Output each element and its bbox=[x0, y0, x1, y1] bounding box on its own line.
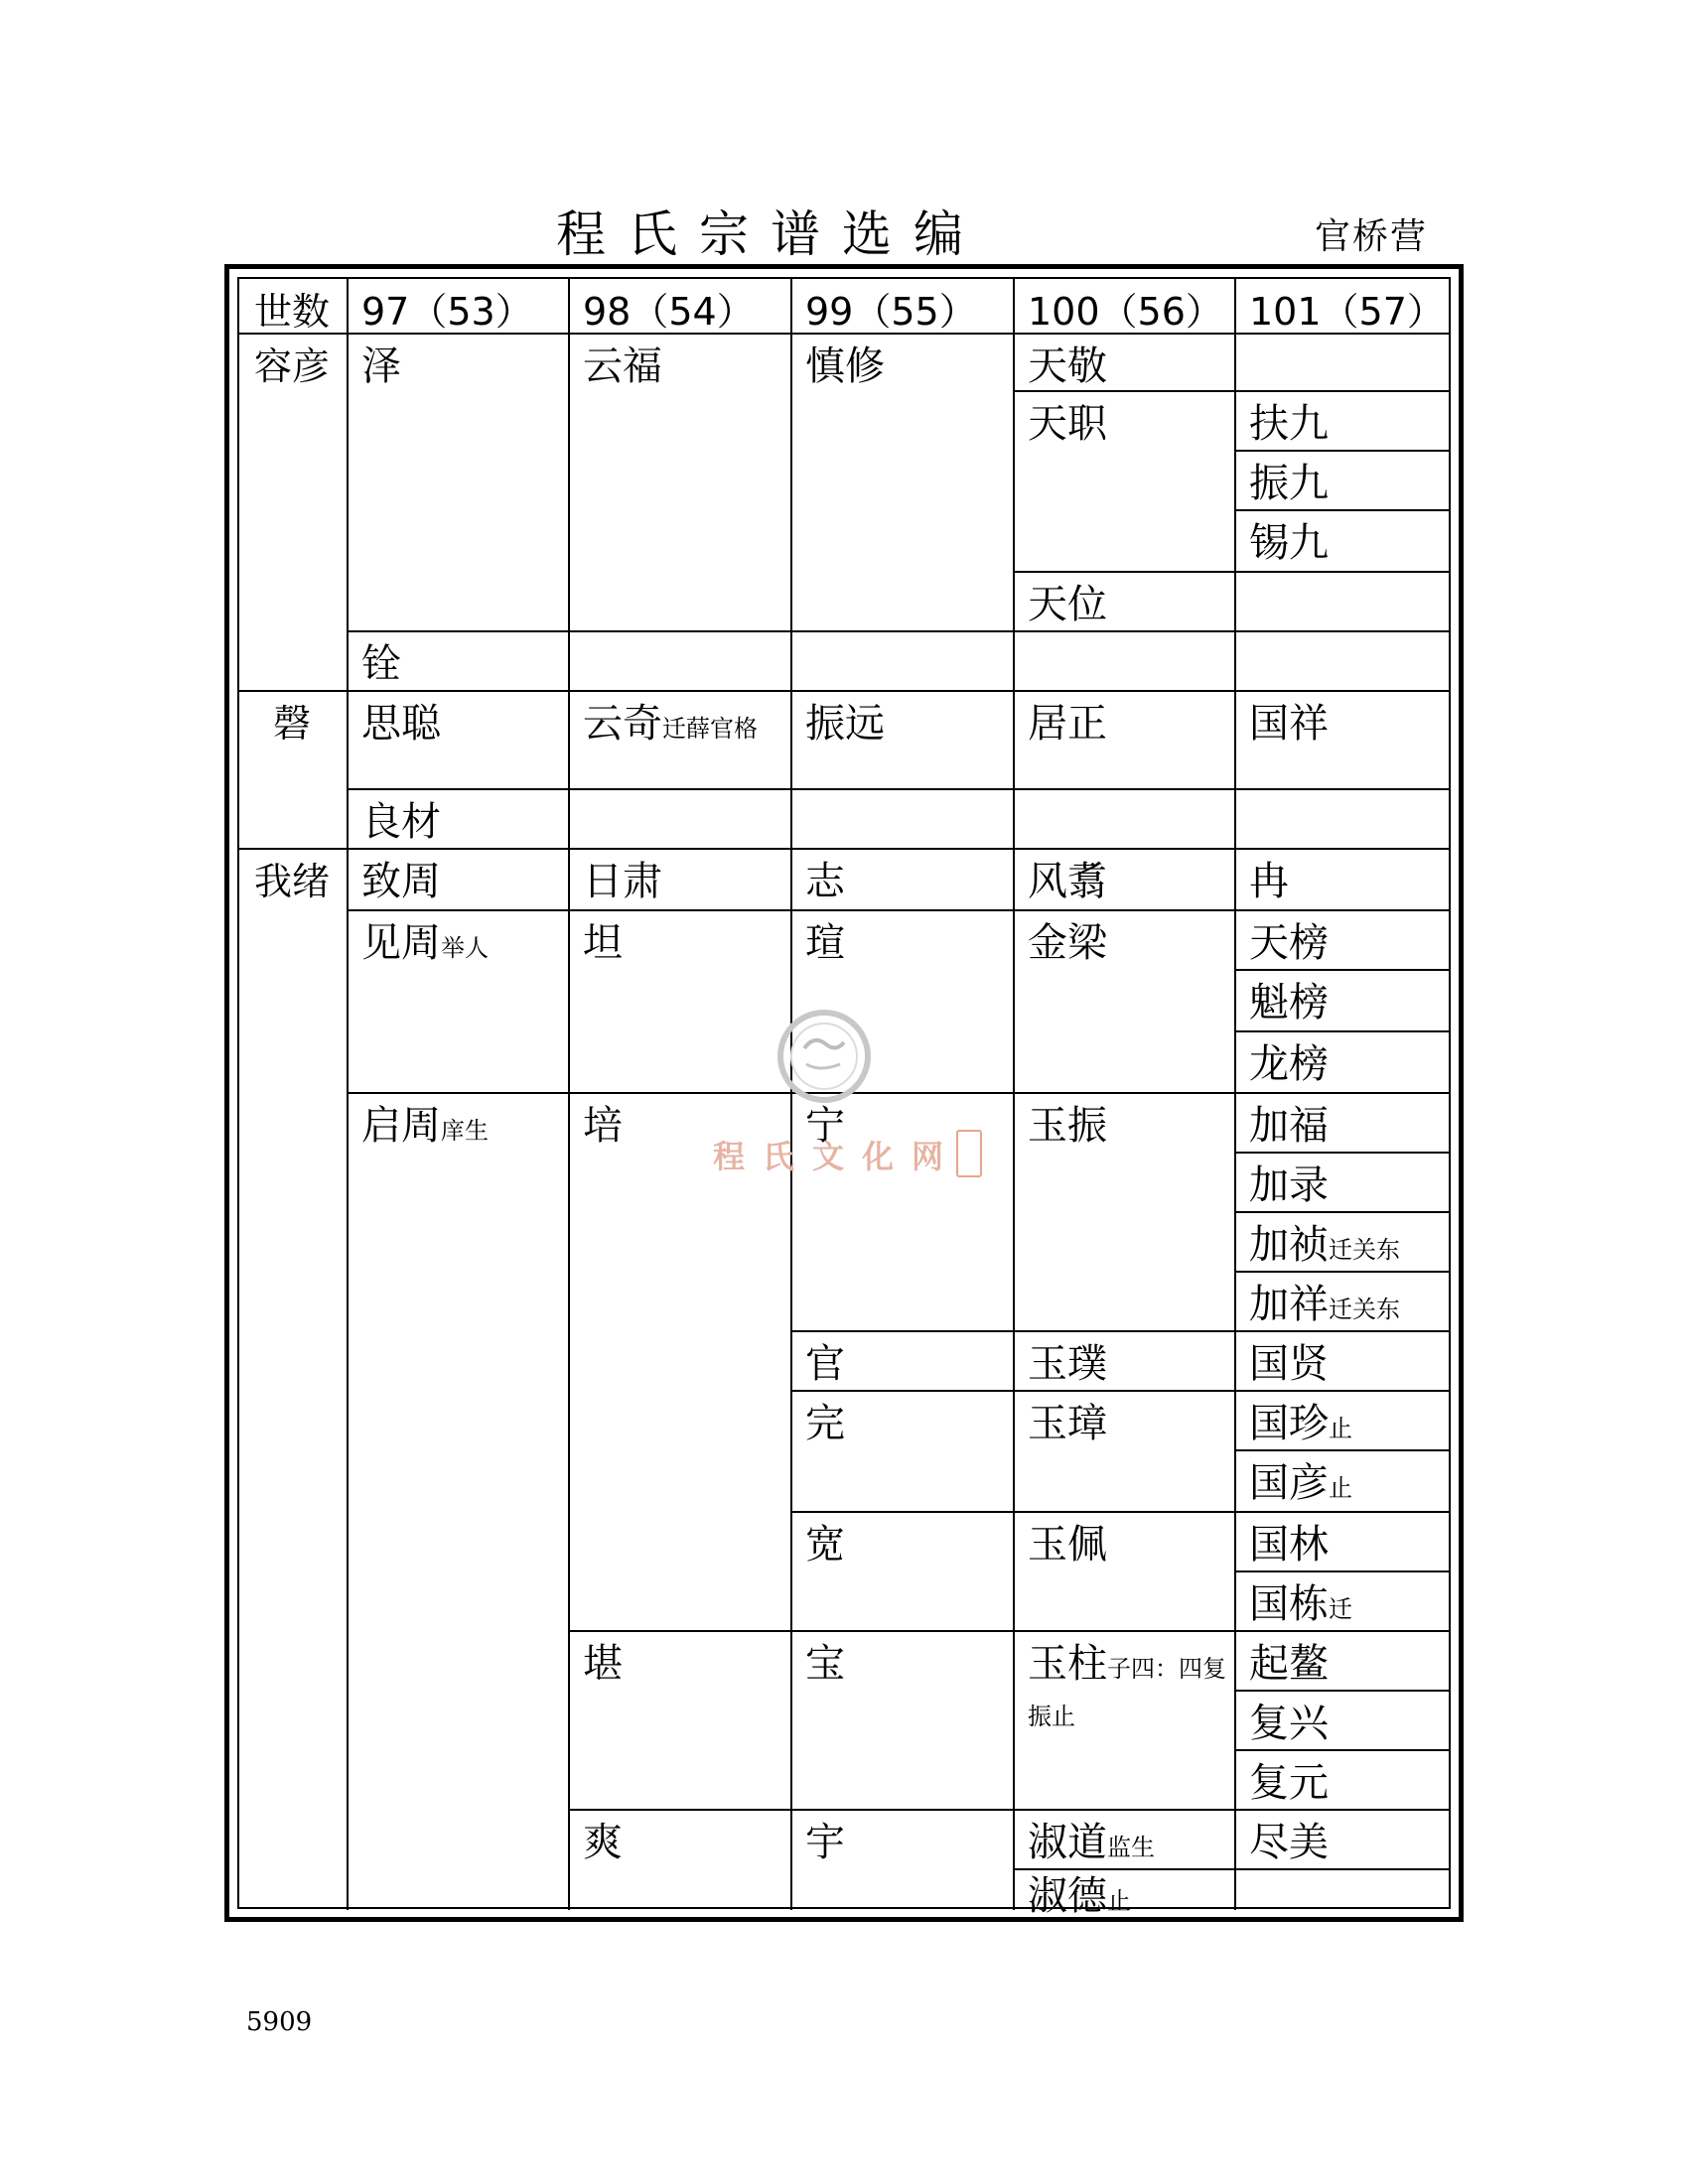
name-cell bbox=[1234, 1630, 1451, 1690]
person-note: 止 bbox=[1107, 1887, 1131, 1915]
person-name: 淑道 bbox=[1028, 1820, 1107, 1865]
person-name: 扶九 bbox=[1249, 401, 1329, 447]
person-note: 监生 bbox=[1107, 1834, 1155, 1861]
name-cell bbox=[1234, 1152, 1451, 1211]
person-name: 云奇 bbox=[583, 701, 662, 747]
name-cell bbox=[568, 848, 790, 909]
group-cell bbox=[237, 690, 347, 848]
name-cell bbox=[568, 1630, 790, 1809]
person-note: 止 bbox=[1329, 1474, 1352, 1502]
person-name: 玉柱 bbox=[1028, 1641, 1107, 1687]
person-name: 天敬 bbox=[1028, 343, 1107, 389]
header-gen-98 bbox=[568, 278, 790, 333]
name-cell bbox=[1234, 509, 1451, 571]
person-note: 迁 bbox=[1329, 1595, 1352, 1623]
header-gen-98-label: 98（54） bbox=[583, 290, 755, 334]
person-name: 淑德 bbox=[1028, 1873, 1107, 1919]
person-name: 振远 bbox=[805, 701, 885, 747]
group-cell bbox=[237, 333, 347, 690]
name-cell bbox=[1013, 333, 1234, 390]
header-gen-100 bbox=[1013, 278, 1234, 333]
page-title: 程氏宗谱选编 bbox=[556, 205, 985, 263]
name-cell bbox=[1234, 1092, 1451, 1152]
person-name: 宽 bbox=[805, 1522, 845, 1568]
empty-cell bbox=[1234, 333, 1451, 390]
person-name: 金梁 bbox=[1028, 920, 1107, 966]
person-name: 云福 bbox=[583, 343, 662, 389]
person-name: 国贤 bbox=[1249, 1341, 1329, 1387]
person-name: 宝 bbox=[805, 1641, 845, 1687]
person-name: 国珍 bbox=[1249, 1401, 1329, 1446]
empty-cell bbox=[568, 630, 790, 690]
person-name: 爽 bbox=[583, 1820, 623, 1865]
header-gen-99 bbox=[790, 278, 1013, 333]
person-name: 致周 bbox=[361, 859, 441, 904]
name-cell bbox=[1234, 390, 1451, 450]
name-cell bbox=[1234, 690, 1451, 788]
empty-cell bbox=[1234, 571, 1451, 630]
name-cell bbox=[790, 1092, 1013, 1330]
person-name: 居正 bbox=[1028, 701, 1107, 747]
name-cell bbox=[347, 1092, 568, 1910]
name-cell bbox=[1234, 450, 1451, 509]
name-cell bbox=[1234, 1809, 1451, 1868]
name-cell bbox=[790, 690, 1013, 788]
name-cell bbox=[568, 1809, 790, 1910]
name-cell bbox=[347, 630, 568, 690]
name-cell bbox=[1013, 1868, 1234, 1919]
name-cell bbox=[1013, 1809, 1234, 1868]
name-cell bbox=[1013, 1390, 1234, 1511]
person-name: 志 bbox=[805, 859, 845, 904]
header-gen-100-label: 100（56） bbox=[1028, 290, 1223, 334]
person-name: 玉璋 bbox=[1028, 1401, 1107, 1446]
watermark-text: 程氏文化网 bbox=[713, 1138, 962, 1175]
name-cell bbox=[1013, 1330, 1234, 1390]
person-name: 魁榜 bbox=[1249, 980, 1329, 1025]
name-cell bbox=[568, 909, 790, 1092]
person-name: 铨 bbox=[361, 641, 401, 687]
name-cell bbox=[347, 333, 568, 630]
person-name: 宇 bbox=[805, 1820, 845, 1865]
name-cell bbox=[347, 788, 568, 848]
group-label: 我绪 bbox=[253, 860, 330, 903]
person-note: 子四：四复振止 bbox=[1028, 1655, 1226, 1730]
person-name: 慎修 bbox=[805, 343, 885, 389]
name-cell bbox=[1234, 1030, 1451, 1092]
name-cell bbox=[1234, 1211, 1451, 1271]
name-cell bbox=[1013, 690, 1234, 788]
name-cell bbox=[1234, 909, 1451, 969]
person-name: 培 bbox=[583, 1103, 623, 1149]
header-gen-97-label: 97（53） bbox=[361, 290, 533, 334]
name-cell bbox=[1013, 848, 1234, 909]
empty-cell bbox=[1013, 788, 1234, 848]
person-name: 尽美 bbox=[1249, 1820, 1329, 1865]
header-gen-97 bbox=[347, 278, 568, 333]
person-name: 玉璞 bbox=[1028, 1341, 1107, 1387]
group-label: 容彦 bbox=[253, 344, 330, 388]
group-cell bbox=[237, 848, 347, 1910]
person-name: 玉佩 bbox=[1028, 1522, 1107, 1568]
person-name: 泽 bbox=[361, 343, 401, 389]
name-cell bbox=[1234, 1449, 1451, 1511]
person-name: 振九 bbox=[1249, 461, 1329, 506]
watermark-seal-icon bbox=[776, 1009, 872, 1104]
name-cell bbox=[1234, 1749, 1451, 1809]
branch-name: 官桥营 bbox=[1315, 216, 1429, 257]
empty-cell bbox=[568, 788, 790, 848]
person-name: 见周 bbox=[361, 920, 441, 966]
person-name: 堪 bbox=[583, 1641, 623, 1687]
name-cell bbox=[790, 1511, 1013, 1630]
name-cell bbox=[347, 848, 568, 909]
name-cell bbox=[1013, 1092, 1234, 1330]
name-cell bbox=[568, 690, 790, 788]
empty-cell bbox=[1234, 630, 1451, 690]
person-name: 加福 bbox=[1249, 1103, 1329, 1149]
name-cell bbox=[1234, 1390, 1451, 1449]
person-name: 龙榜 bbox=[1249, 1041, 1329, 1087]
person-name: 复元 bbox=[1249, 1760, 1329, 1806]
header-generation bbox=[237, 278, 347, 333]
person-name: 起鳌 bbox=[1249, 1641, 1329, 1687]
name-cell bbox=[347, 909, 568, 1092]
name-cell bbox=[1013, 571, 1234, 630]
empty-cell bbox=[1234, 1868, 1451, 1910]
name-cell bbox=[1234, 1511, 1451, 1570]
header-gen-101 bbox=[1234, 278, 1451, 333]
person-name: 官 bbox=[805, 1341, 845, 1387]
person-name: 国彦 bbox=[1249, 1460, 1329, 1506]
person-name: 国栋 bbox=[1249, 1581, 1329, 1627]
name-cell bbox=[790, 1330, 1013, 1390]
person-note: 举人 bbox=[441, 934, 489, 962]
person-note: 迁关东 bbox=[1329, 1296, 1400, 1323]
name-cell bbox=[568, 333, 790, 630]
person-name: 启周 bbox=[361, 1103, 441, 1149]
person-name: 加祯 bbox=[1249, 1222, 1329, 1268]
name-cell bbox=[1013, 909, 1234, 1092]
person-name: 国林 bbox=[1249, 1522, 1329, 1568]
empty-cell bbox=[1234, 788, 1451, 848]
name-cell bbox=[1234, 1690, 1451, 1749]
empty-cell bbox=[790, 788, 1013, 848]
person-name: 冉 bbox=[1249, 859, 1289, 904]
person-name: 完 bbox=[805, 1401, 845, 1446]
person-name: 加录 bbox=[1249, 1162, 1329, 1208]
person-name: 复兴 bbox=[1249, 1701, 1329, 1746]
person-name: 宁 bbox=[805, 1103, 845, 1149]
person-name: 日肃 bbox=[583, 859, 662, 904]
person-name: 天位 bbox=[1028, 582, 1107, 627]
name-cell bbox=[1234, 848, 1451, 909]
person-note: 止 bbox=[1329, 1415, 1352, 1442]
name-cell bbox=[1234, 1570, 1451, 1630]
name-cell bbox=[790, 848, 1013, 909]
person-name: 锡九 bbox=[1249, 520, 1329, 566]
person-note: 迁关东 bbox=[1329, 1236, 1400, 1264]
person-name: 瑄 bbox=[805, 920, 845, 966]
person-note: 迁薛官格 bbox=[662, 715, 758, 743]
name-cell bbox=[1013, 390, 1234, 571]
person-name: 坦 bbox=[583, 920, 623, 966]
name-cell bbox=[1234, 1330, 1451, 1390]
watermark-stamp-icon bbox=[956, 1130, 982, 1177]
name-cell bbox=[347, 690, 568, 788]
empty-cell bbox=[790, 630, 1013, 690]
name-cell bbox=[1234, 969, 1451, 1030]
empty-cell bbox=[1013, 630, 1234, 690]
name-cell bbox=[790, 1809, 1013, 1910]
name-cell bbox=[790, 1390, 1013, 1511]
name-cell bbox=[790, 1630, 1013, 1809]
header-gen-101-label: 101（57） bbox=[1249, 290, 1445, 334]
group-label: 磬 bbox=[272, 702, 311, 746]
person-name: 天榜 bbox=[1249, 920, 1329, 966]
page-number: 5909 bbox=[246, 2007, 313, 2037]
person-name: 良材 bbox=[361, 799, 441, 845]
name-cell bbox=[1013, 1630, 1234, 1809]
person-name: 玉振 bbox=[1028, 1103, 1107, 1149]
name-cell bbox=[1234, 1271, 1451, 1330]
person-name: 加祥 bbox=[1249, 1282, 1329, 1327]
person-name: 风翥 bbox=[1028, 859, 1107, 904]
header-gen-99-label: 99（55） bbox=[805, 290, 977, 334]
person-note: 庠生 bbox=[441, 1117, 489, 1145]
person-name: 国祥 bbox=[1249, 701, 1329, 747]
name-cell bbox=[1013, 1511, 1234, 1630]
person-name: 天职 bbox=[1028, 401, 1107, 447]
name-cell bbox=[790, 333, 1013, 630]
header-generation-label: 世数 bbox=[253, 290, 330, 334]
person-name: 思聪 bbox=[361, 701, 441, 747]
